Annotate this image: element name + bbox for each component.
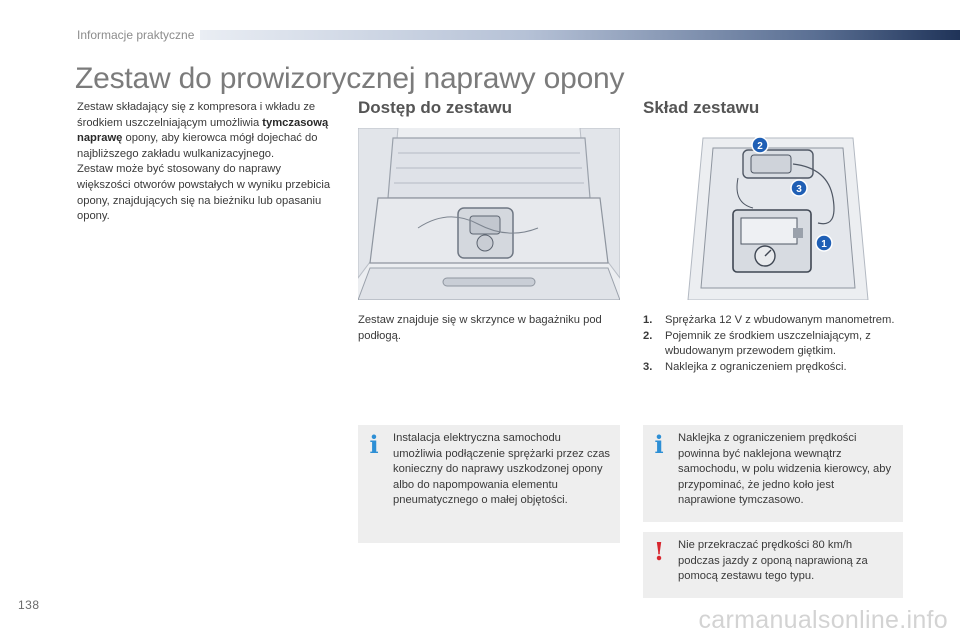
- warning-icon: !: [653, 537, 665, 566]
- item-number: 3.: [643, 360, 653, 373]
- trunk-photo: [358, 128, 620, 300]
- badge-1-label: 1: [821, 239, 827, 250]
- item-number: 1.: [643, 314, 653, 326]
- warning-note-text: Nie przekraczać prędkości 80 km/h podczas jazdy z oponą naprawioną za pomocą zestawu tego typu.: [678, 539, 868, 583]
- item-text: Pojemnik ze środkiem uszczelniającym, z wbudowanym przewodem giętkim.: [665, 329, 871, 358]
- item-number: 2.: [643, 329, 653, 342]
- intro-text-2: opony, aby kierowca mógł dojechać do najbliższego zakładu wulkanizacyjnego.: [77, 132, 318, 160]
- list-item: [643, 360, 913, 376]
- list-item: [643, 329, 913, 360]
- intro-text-3: Zestaw może być stosowany do naprawy większości otworów powstałych w wyniku przebicia opony, znajdujących się na bieżniku lub opasaniu opony.: [77, 163, 331, 223]
- info-note-text: Naklejka z ograniczeniem prędkości powinna być naklejona wewnątrz samochodu, w polu widzenia kierowcy, aby przypominać, że jedno koło jest naprawione tymczasowo.: [678, 432, 892, 507]
- info-note-electrical: [358, 425, 620, 543]
- intro-bold: tymczasową naprawę: [77, 116, 329, 145]
- access-heading: Dostęp do zestawu: [358, 98, 512, 117]
- info-note-sticker: [643, 425, 903, 522]
- trunk-illustration: [358, 128, 620, 300]
- list-item: [643, 313, 913, 329]
- composition-heading: Skład zestawu: [643, 98, 760, 117]
- components-list: [643, 313, 913, 375]
- badge-3-label: 3: [796, 184, 802, 195]
- info-note-text: Instalacja elektryczna samochodu umożliwia podłączenie sprężarki przez czas konieczny do naprawy uszkodzonej opony albo do napompowania elementu pneumatycznego o małej objętości.: [393, 432, 611, 507]
- access-text: Zestaw znajduje się w skrzynce w bagażniku pod podłogą.: [358, 314, 602, 342]
- item-text: Sprężarka 12 V z wbudowanym manometrem.: [665, 314, 895, 326]
- info-icon: i: [654, 430, 664, 459]
- intro-text-1: Zestaw składający się z kompresora i wkładu ze środkiem uszczelniającym umożliwia: [77, 101, 316, 129]
- item-text: Naklejka z ograniczeniem prędkości.: [665, 360, 847, 373]
- page-number: 138: [18, 598, 40, 612]
- watermark: carmanualsonline.info: [698, 606, 948, 634]
- kit-photo: [643, 128, 905, 300]
- info-icon: i: [369, 430, 379, 459]
- kit-illustration: [643, 128, 905, 300]
- warning-note-speed: [643, 532, 903, 598]
- badge-2-label: 2: [757, 141, 763, 152]
- intro-paragraph: [77, 100, 337, 225]
- section-title: Informacje praktyczne: [77, 28, 200, 42]
- page-title: Zestaw do prowizorycznej naprawy opony: [75, 62, 625, 95]
